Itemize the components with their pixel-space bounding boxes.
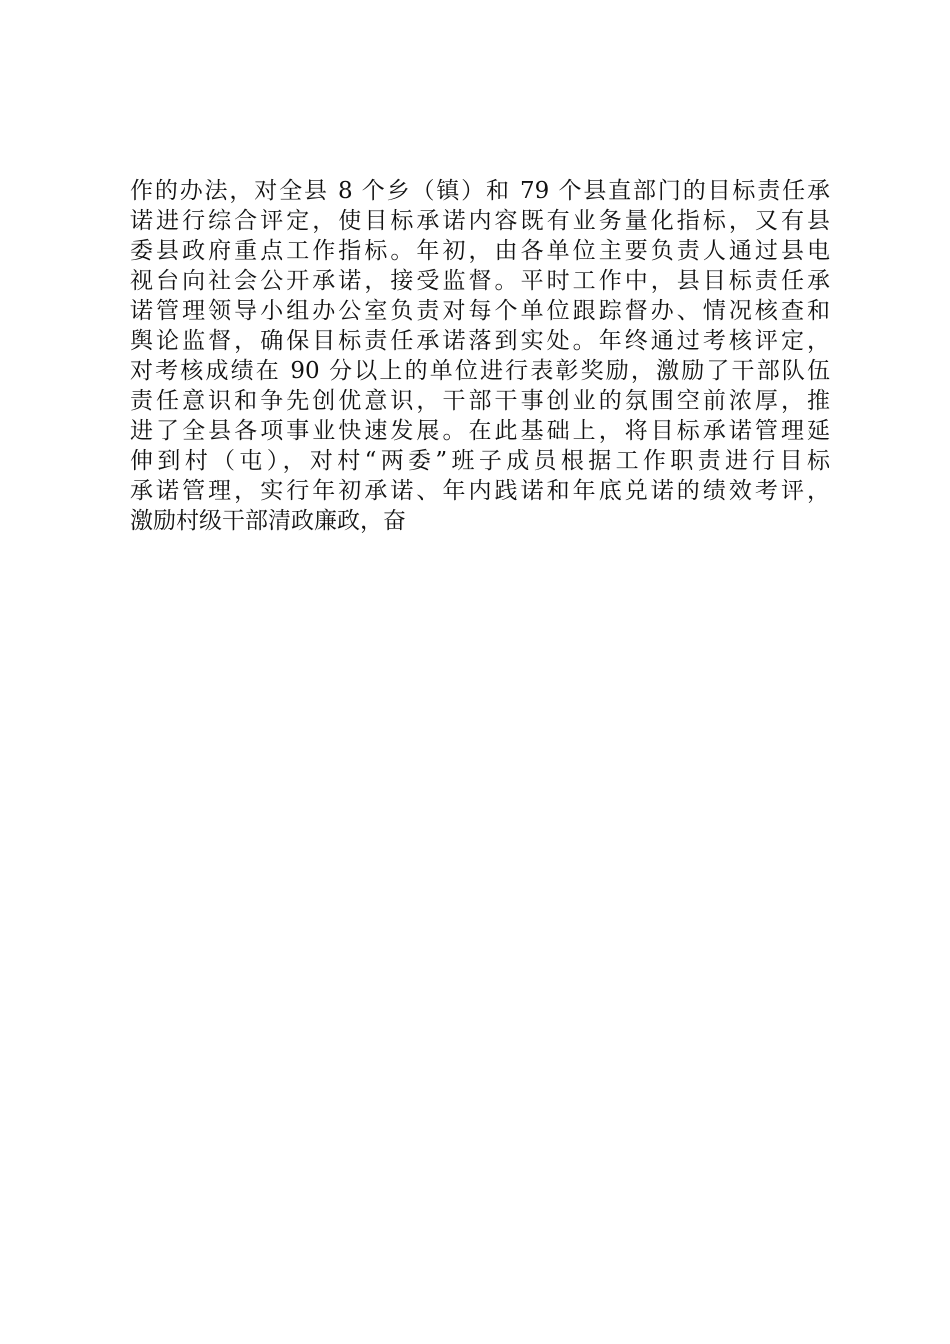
paragraph-line: 激励村级干部清政廉政，奋 bbox=[130, 508, 406, 534]
paragraph-line: 委县政府重点工作指标。年初，由各单位主要负责人通过县电 bbox=[130, 238, 830, 264]
paragraph-line: 承诺管理，实行年初承诺、年内践诺和年底兑诺的绩效考评， bbox=[130, 478, 830, 504]
paragraph-line: 进了全县各项事业快速发展。在此基础上，将目标承诺管理延 bbox=[130, 418, 830, 444]
paragraph-line: 诺管理领导小组办公室负责对每个单位跟踪督办、情况核查和 bbox=[130, 298, 830, 324]
paragraph-line: 责任意识和争先创优意识，干部干事创业的氛围空前浓厚，推 bbox=[130, 388, 830, 414]
paragraph-line: 伸到村（屯），对村“两委”班子成员根据工作职责进行目标 bbox=[130, 448, 830, 474]
paragraph-line: 诺进行综合评定，使目标承诺内容既有业务量化指标，又有县 bbox=[130, 208, 830, 234]
paragraph-line: 作的办法，对全县 8 个乡（镇）和 79 个县直部门的目标责任承 bbox=[130, 178, 830, 204]
paragraph-line: 视台向社会公开承诺，接受监督。平时工作中，县目标责任承 bbox=[130, 268, 830, 294]
paragraph-line: 对考核成绩在 90 分以上的单位进行表彰奖励，激励了干部队伍 bbox=[130, 358, 830, 384]
body-paragraph bbox=[130, 176, 830, 536]
paragraph-line: 舆论监督，确保目标责任承诺落到实处。年终通过考核评定， bbox=[130, 328, 830, 354]
